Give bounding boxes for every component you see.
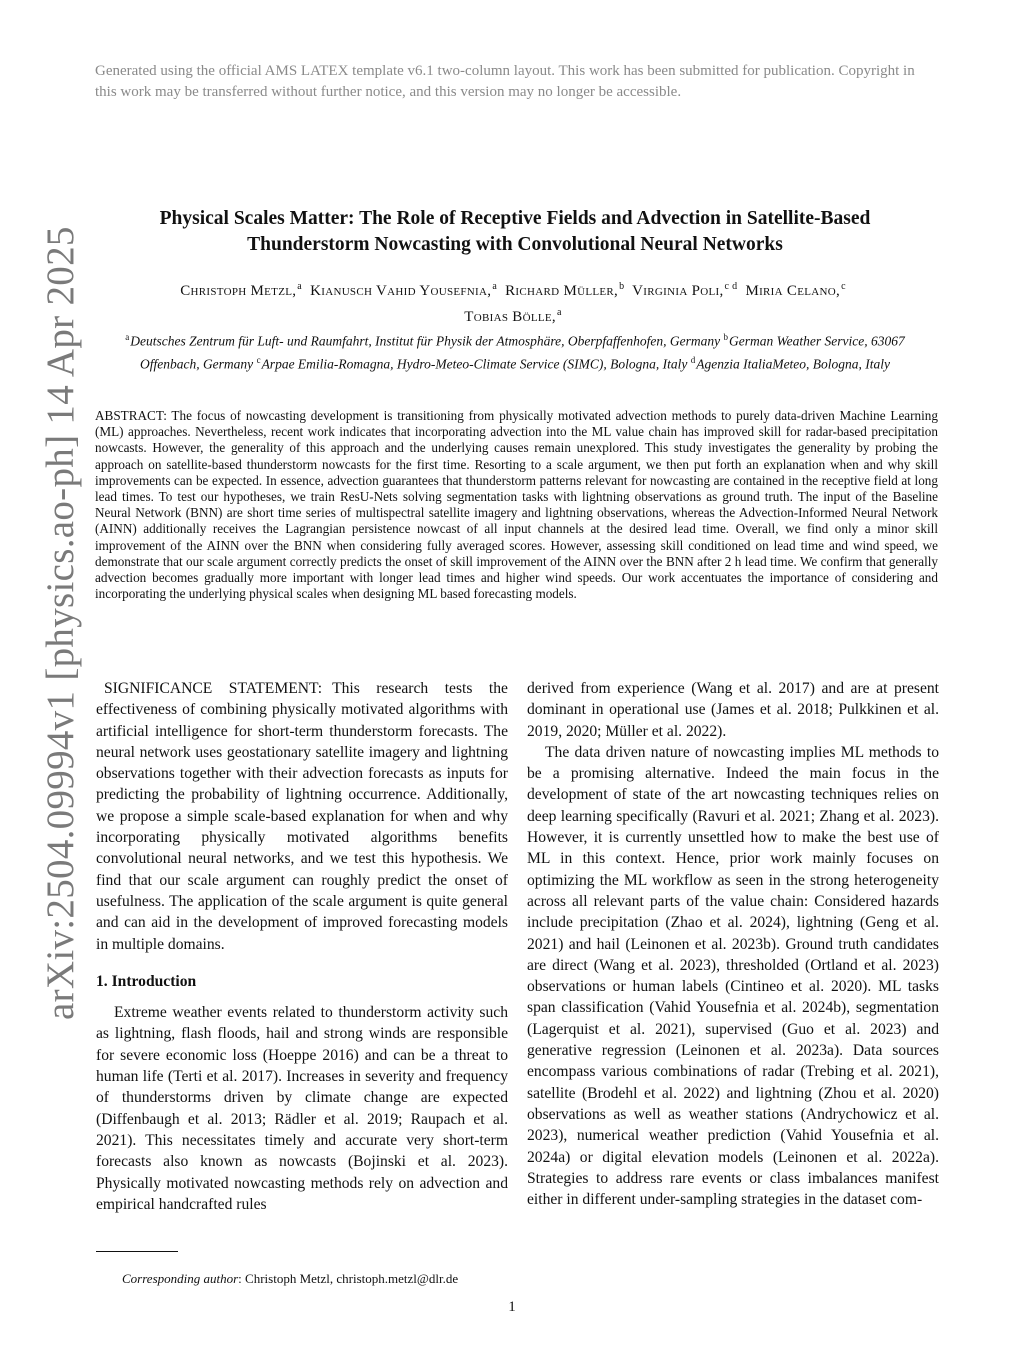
page-number: 1	[508, 1299, 516, 1315]
author: Virginia Poli,$^{c d}$	[632, 281, 738, 299]
section-heading: 1. Introduction	[96, 972, 197, 990]
paragraph: derived from experience (Wang et al. 2017) and are at present dominant in operational use (James et al. 2018; Pulkkinen et al. 2019, 2020; Müller et al. 2022).	[527, 680, 939, 740]
author: Miria Celano,$^c$	[745, 281, 846, 299]
author: Kianusch Vahid Yousefnia,$^a$	[310, 281, 498, 299]
significance-statement: SIGNIFICANCE STATEMENT: This research tests the effectiveness of combining physically motivated algorithms with artificial intelligence for short-term thunderstorm forecasts. The neural network uses geostationary satellite imagery and lightning observations together with their advection forecasts as inputs for predicting the probability of lightning occurrence. Additionally, we propose a simple scale-based explanation for when and why incorporating physically motivated algorithms benefits convolutional neural networks, and we test this hypothesis. We find that our scale argument can roughly predict the onset of usefulness. The application of the scale argument is quite general and can aid in the development of improved forecasting models in multiple domains.	[96, 680, 508, 953]
footnote-rule	[96, 1251, 178, 1252]
significance-label: SIGNIFICANCE STATEMENT:	[104, 680, 323, 697]
abstract: ABSTRACT: The focus of nowcasting development is transitioning from physically motivated advection methods to purely data-driven Machine Learning (ML) approaches. Nevertheless, recent work indicates that incorporating advection into the ML value chain has improved skill for radar-based precipitation nowcasts. However, the generality of this approach and the underlying causes remain unexplored. This study investigates the generality by probing the approach on satellite-based thunderstorm nowcasts for the first time. Resorting to a scale argument, we then put forth an explanation when and why skill improvements can be expected. In essence, advection guarantees that thunderstorm patterns relevant for nowcasting are contained in the receptive field at long lead times. To test our hypotheses, we train ResU-Nets solving segmentation tasks with lightning observations as ground truth. The input of the Baseline Neural Network (BNN) are short time series of multispectral satellite imagery and lightning observations, whereas the Advection-Informed Neural Network (AINN) additionally receives the Lagrangian persistence nowcast of all input channels at the desired lead time. Overall, we find only a minor skill improvement of the AINN over the BNN when considering fully averaged scores. However, assessing skill conditioned on lead time and wind speed, we demonstrate that our scale argument correctly predicts the onset of skill improvement of the AINN over the BNN after 2 h lead time. We confirm that generally advection becomes gradually more important with longer lead times and higher wind speeds. Our work accentuates the importance of considering and incorporating the underlying physical scales when designing ML based forecasting models.	[95, 408, 938, 602]
author: Tobias Bölle,$^a$	[464, 307, 562, 325]
title-line-1: Physical Scales Matter: The Role of Receptive Fields and Advection in Satellite-Based	[159, 208, 871, 229]
author: Christoph Metzl,$^a$	[180, 281, 303, 299]
arxiv-identifier: arXiv:2504.09994v1 [physics.ao-ph] 14 Apr 2025	[39, 226, 82, 1020]
title-line-2: Thunderstorm Nowcasting with Convolutional Neural Networks	[247, 234, 783, 255]
paper-title	[95, 206, 935, 258]
affiliations: $^a$Deutsches Zentrum für Luft- und Raumfahrt, Institut für Physik der Atmosphäre, Oberpfaffenhofen, Germany $^b$German Weather Service, 63067 Offenbach, Germany $^c$Arpae Emilia-Romagna, Hydro-Meteo-Climate Service (SIMC), Bologna, Italy $^d$Agenzia ItaliaMeteo, Bologna, Italy	[125, 332, 905, 371]
footnote: Corresponding author: Christoph Metzl, christoph.metzl@dlr.de	[122, 1271, 459, 1286]
author: Richard Müller,$^b$	[505, 281, 625, 299]
template-notice: Generated using the official AMS LATEX template v6.1 two-column layout. This work has been submitted for publication. Copyright in this work may be transferred without further notice, and this version may no longer be accessible.	[95, 63, 915, 100]
paragraph: The data driven nature of nowcasting implies ML methods to be a promising alternative. Indeed the main focus in the development of state of the art nowcasting techniques relies on deep learning specifically (Ravuri et al. 2021; Zhang et al. 2023). However, it is currently unsettled how to make the best use of ML in this context. Hence, prior work mainly focuses on optimizing the ML workflow as seen in the strong heterogeneity across all relevant parts of the value chain: Considered hazards include precipitation (Zhao et al. 2024), lightning (Geng et al. 2021) and hail (Leinonen et al. 2023b). Ground truth candidates are direct (Wang et al. 2023), thresholded (Ortland et al. 2023) observations or human labels (Cintineo et al. 2020). ML tasks span classification (Vahid Yousefnia et al. 2024b), segmentation (Lagerquist et al. 2021), supervised (Guo et al. 2023) and generative regression (Leinonen et al. 2023a). Data sources encompass various combinations of radar (Trebing et al. 2021), satellite (Brodehl et al. 2022) and lightning (Zhou et al. 2020) observations as well as weather stations (Andrychowicz et al. 2023), numerical weather prediction (Vahid Yousefnia et al. 2024a) or digital elevation models (Leinonen et al. 2022a). Strategies to address rare events or class imbalances manifest either in different under-sampling strategies in the dataset com-	[527, 743, 939, 1209]
paragraph: Extreme weather events related to thunderstorm activity such as lightning, flash floods, hail and strong winds are responsible for severe economic loss (Hoeppe 2016) and can be a threat to human life (Terti et al. 2017). Increases in severity and frequency of thunderstorms driven by climate change are expected (Diffenbaugh et al. 2013; Rädler et al. 2019; Raupach et al. 2021). This necessitates timely and accurate very short-term forecasts also known as nowcasts (Bojinski et al. 2023). Physically motivated nowcasting methods rely on advection and empirical handcrafted rules	[96, 1004, 508, 1213]
author-list	[95, 276, 935, 328]
right-column	[527, 678, 939, 1210]
left-column	[96, 678, 508, 1215]
